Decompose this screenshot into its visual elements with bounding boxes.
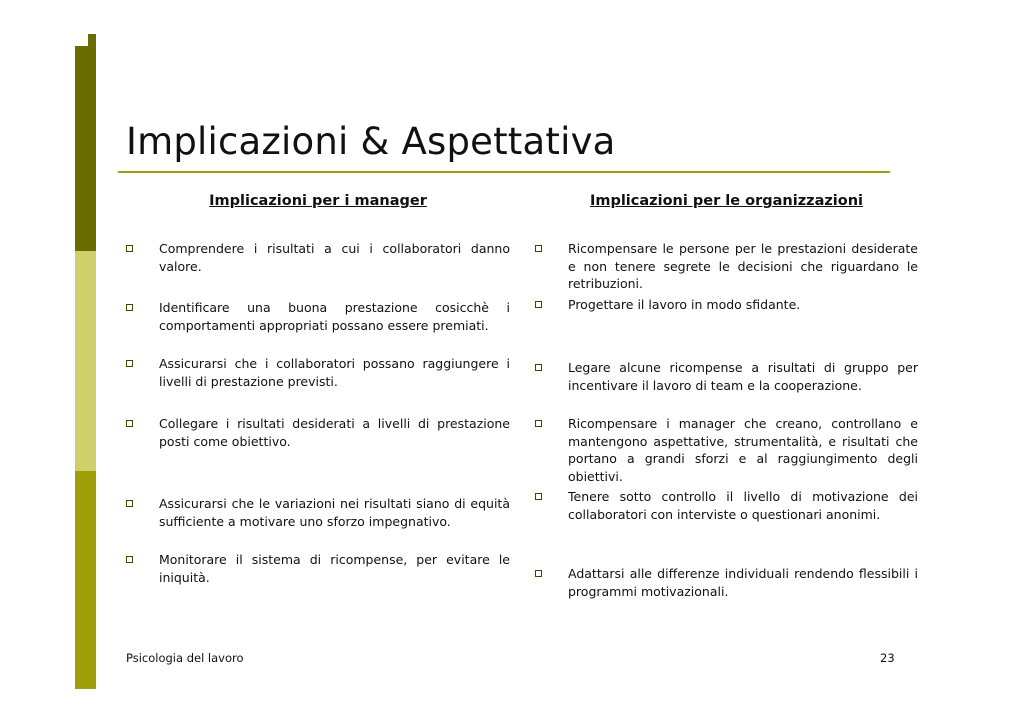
right-list-item: Adattarsi alle differenze individuali rendendo flessibili i programmi motivazionali. xyxy=(568,565,918,600)
decorative-bar-notch xyxy=(88,34,96,46)
square-bullet-icon xyxy=(535,493,542,500)
square-bullet-icon xyxy=(535,420,542,427)
footer-course-title: Psicologia del lavoro xyxy=(126,651,244,665)
left-list-item: Assicurarsi che i collaboratori possano raggiungere i livelli di prestazione previsti. xyxy=(159,355,510,390)
right-list-item: Tenere sotto controllo il livello di motivazione dei collaboratori con interviste o questionari anonimi. xyxy=(568,488,918,523)
right-column-heading: Implicazioni per le organizzazioni xyxy=(589,193,864,209)
decorative-bar-light xyxy=(75,251,96,471)
left-list-item: Assicurarsi che le variazioni nei risultati siano di equità sufficiente a motivare uno sforzo impegnativo. xyxy=(159,495,510,530)
square-bullet-icon xyxy=(126,360,133,367)
right-list-item: Ricompensare le persone per le prestazioni desiderate e non tenere segrete le decisioni che riguardano le retribuzioni. xyxy=(568,240,918,293)
left-list-item: Comprendere i risultati a cui i collaboratori danno valore. xyxy=(159,240,510,275)
slide-title: Implicazioni & Aspettativa xyxy=(126,120,616,163)
decorative-bar-olive xyxy=(75,471,96,689)
left-list-item: Monitorare il sistema di ricompense, per evitare le iniquità. xyxy=(159,551,510,586)
square-bullet-icon xyxy=(126,304,133,311)
title-divider xyxy=(118,171,890,173)
square-bullet-icon xyxy=(535,245,542,252)
left-column-heading: Implicazioni per i manager xyxy=(209,193,427,209)
square-bullet-icon xyxy=(126,245,133,252)
page-number: 23 xyxy=(880,651,895,665)
right-list-item: Ricompensare i manager che creano, controllano e mantengono aspettative, strumentalità, e risultati che portano a grandi sforzi e al raggiungimento degli obiettivi. xyxy=(568,415,918,485)
square-bullet-icon xyxy=(535,301,542,308)
left-list-item: Collegare i risultati desiderati a livelli di prestazione posti come obiettivo. xyxy=(159,415,510,450)
right-list-item: Legare alcune ricompense a risultati di gruppo per incentivare il lavoro di team e la cooperazione. xyxy=(568,359,918,394)
square-bullet-icon xyxy=(535,364,542,371)
left-list-item: Identificare una buona prestazione cosicchè i comportamenti appropriati possano essere premiati. xyxy=(159,299,510,334)
square-bullet-icon xyxy=(126,500,133,507)
decorative-bar-dark xyxy=(75,46,96,251)
square-bullet-icon xyxy=(126,556,133,563)
square-bullet-icon xyxy=(535,570,542,577)
square-bullet-icon xyxy=(126,420,133,427)
right-list-item: Progettare il lavoro in modo sfidante. xyxy=(568,296,918,314)
